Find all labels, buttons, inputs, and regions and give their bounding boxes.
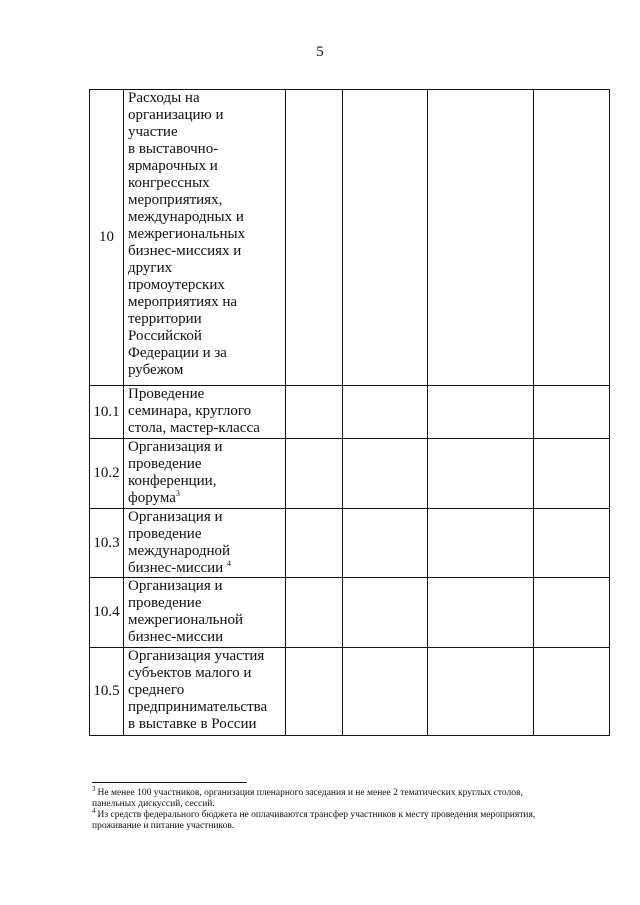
empty-cell (286, 648, 343, 736)
row-label-text: межрегиональных (128, 226, 246, 242)
expenses-table (89, 89, 610, 736)
footnote-separator (92, 782, 247, 783)
footnote (92, 785, 610, 810)
row-label-text: среднего (128, 682, 185, 698)
empty-cell (534, 386, 610, 439)
footnote-mark: 3 (92, 785, 96, 793)
empty-cell (534, 509, 610, 578)
row-label-line (128, 456, 282, 473)
empty-cell (428, 90, 534, 386)
row-label-line (128, 473, 282, 490)
row-label-text: международной (128, 543, 231, 559)
row-label-line (128, 682, 282, 699)
row-label-text: Федерации и за (128, 345, 227, 361)
table-row (90, 90, 610, 386)
footnote-line (92, 821, 610, 832)
row-label (124, 439, 286, 509)
row-number: 10.3 (90, 509, 124, 578)
row-label-line (128, 699, 282, 716)
footnote-line (92, 799, 610, 810)
row-label-line (128, 595, 282, 612)
empty-cell (343, 386, 428, 439)
empty-cell (428, 439, 534, 509)
row-label-line (128, 612, 282, 629)
row-label-line (128, 362, 282, 379)
footnote-reference: 4 (226, 559, 231, 568)
row-label-text: других (128, 260, 173, 276)
empty-cell (343, 90, 428, 386)
row-label-line (128, 560, 282, 577)
row-label-text: конгрессных (128, 175, 210, 191)
row-label-line (128, 526, 282, 543)
row-number: 10.2 (90, 439, 124, 509)
footnote-text: панельных дискуссий, сессий. (92, 799, 215, 809)
empty-cell (286, 90, 343, 386)
empty-cell (428, 509, 534, 578)
row-label-line (128, 439, 282, 456)
row-label-text: международных и (128, 209, 244, 225)
empty-cell (286, 578, 343, 648)
page-number: 5 (316, 44, 324, 60)
row-label-text: Организация и (128, 509, 223, 525)
row-label-line (128, 543, 282, 560)
row-label-line (128, 192, 282, 209)
footnote-text: Не менее 100 участников, организация пленарного заседания и не менее 2 тематических круглых столов, (97, 788, 523, 798)
row-label-text: Расходы на (128, 90, 200, 106)
table-row (90, 386, 610, 439)
row-label-line (128, 260, 282, 277)
empty-cell (428, 386, 534, 439)
empty-cell (343, 439, 428, 509)
row-label (124, 90, 286, 386)
row-label-line (128, 578, 282, 595)
row-label-text: Проведение (128, 386, 205, 402)
row-label-text: предпринимательства (128, 699, 268, 715)
row-label-text: конференции, (128, 473, 217, 489)
empty-cell (286, 509, 343, 578)
table-row (90, 509, 610, 578)
footnote-line (92, 807, 610, 821)
row-label-text: в выставочно- (128, 141, 219, 157)
row-label-line (128, 509, 282, 526)
row-label-line (128, 328, 282, 345)
footnote-line (92, 785, 610, 799)
empty-cell (534, 578, 610, 648)
row-label-text: бизнес-миссии (128, 629, 224, 645)
footnotes (92, 785, 610, 832)
table-row (90, 439, 610, 509)
row-label-line (128, 648, 282, 665)
row-label-text: стола, мастер-класса (128, 420, 260, 436)
row-label-line (128, 311, 282, 328)
row-label-text: бизнес-миссиях и (128, 243, 242, 259)
row-label-text: в выставке в России (128, 716, 257, 732)
row-label-text: мероприятиях, (128, 192, 223, 208)
row-label-text: Организация и (128, 439, 223, 455)
row-label-line (128, 141, 282, 158)
row-label-line (128, 665, 282, 682)
empty-cell (286, 386, 343, 439)
row-label-text: бизнес-миссии (128, 560, 224, 576)
empty-cell (534, 90, 610, 386)
row-label-text: мероприятиях на (128, 294, 238, 310)
row-label-text: проведение (128, 526, 202, 542)
row-label-text: участие (128, 124, 178, 140)
empty-cell (343, 578, 428, 648)
row-label-text: организацию и (128, 107, 224, 123)
row-number: 10.4 (90, 578, 124, 648)
table-row (90, 648, 610, 736)
footnote-text: Из средств федерального бюджета не оплачиваются трансфер участников к месту проведения мероприятия, (97, 810, 536, 820)
row-label-text: ярмарочных и (128, 158, 218, 174)
row-label-line (128, 175, 282, 192)
empty-cell (343, 648, 428, 736)
row-label-text: проведение (128, 595, 202, 611)
empty-cell (286, 439, 343, 509)
row-label (124, 578, 286, 648)
row-label-line (128, 403, 282, 420)
row-label-text: Российской (128, 328, 202, 344)
row-label (124, 386, 286, 439)
row-label-text: форума (128, 490, 176, 506)
row-label-line (128, 124, 282, 141)
row-label-line (128, 490, 282, 507)
footnote-text: проживание и питание участников. (92, 821, 235, 831)
row-label-text: субъектов малого и (128, 665, 252, 681)
row-label (124, 509, 286, 578)
row-label-line (128, 243, 282, 260)
row-label-text: семинара, круглого (128, 403, 252, 419)
row-label-text: рубежом (128, 362, 184, 378)
row-label-line (128, 420, 282, 437)
empty-cell (534, 648, 610, 736)
footnote-mark: 4 (92, 807, 96, 815)
empty-cell (534, 439, 610, 509)
row-label-text: Организация и (128, 578, 223, 594)
row-label-line (128, 226, 282, 243)
row-label-line (128, 209, 282, 226)
row-number: 10.1 (90, 386, 124, 439)
row-number: 10.5 (90, 648, 124, 736)
table-row (90, 578, 610, 648)
row-label-text: Организация участия (128, 648, 265, 664)
row-label-line (128, 277, 282, 294)
empty-cell (343, 509, 428, 578)
footnote-reference: 3 (175, 489, 180, 498)
row-label-text: межрегиональной (128, 612, 244, 628)
footnote (92, 807, 610, 832)
row-label-line (128, 158, 282, 175)
row-label-line (128, 386, 282, 403)
row-label-line (128, 294, 282, 311)
row-label-text: промоутерских (128, 277, 225, 293)
row-label-line (128, 90, 282, 107)
empty-cell (428, 648, 534, 736)
row-label-line (128, 716, 282, 733)
row-label-line (128, 629, 282, 646)
row-label-line (128, 107, 282, 124)
empty-cell (428, 578, 534, 648)
row-label-text: проведение (128, 456, 202, 472)
row-label (124, 648, 286, 736)
row-number: 10 (90, 90, 124, 386)
row-label-line (128, 345, 282, 362)
row-label-text: территории (128, 311, 202, 327)
